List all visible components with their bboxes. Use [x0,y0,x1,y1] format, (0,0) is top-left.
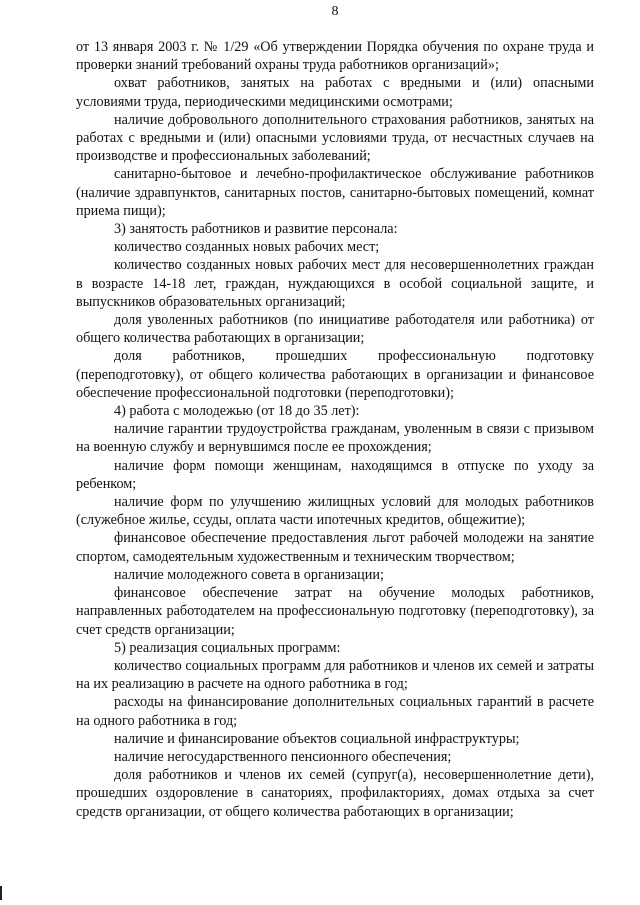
paragraph: от 13 января 2003 г. № 1/29 «Об утверждении Порядка обучения по охране труда и проверки знаний требований охраны труда работников организаций»; [76,39,594,74]
paragraph: наличие и финансирование объектов социальной инфраструктуры; [114,730,520,747]
paragraph: санитарно-бытовое и лечебно-профилактическое обслуживание работников (наличие здравпунктов, санитарных постов, санитарно-бытовых помещений, комнат приема пищи); [76,166,594,219]
page-number: 8 [331,4,339,19]
scan-edge-mark [0,886,2,900]
paragraph: наличие гарантии трудоустройства гражданам, уволенным в связи с призывом на военную службу и вернувшимся после ее прохождения; [76,421,594,456]
paragraph: наличие негосударственного пенсионного обеспечения; [114,748,452,765]
paragraph: доля работников, прошедших профессиональную подготовку (переподготовку), от общего количества работающих в организации и финансовое обеспечение профессиональной подготовки (переподготовки); [76,348,594,401]
section-heading: 4) работа с молодежью (от 18 до 35 лет): [114,403,360,420]
paragraph: наличие добровольного дополнительного страхования работников, занятых на работах с вредными и (или) опасными условиями труда, от несчастных случаев на производстве и профессиональных заболеваний; [76,111,594,165]
paragraph: финансовое обеспечение затрат на обучение молодых работников, направленных работодателем на профессиональную подготовку (переподготовку), за счет средств организации; [76,585,594,638]
paragraph: расходы на финансирование дополнительных социальных гарантий в расчете на одного работника в год; [76,694,594,729]
paragraph: охват работников, занятых на работах с вредными и (или) опасными условиями труда, периодическими медицинскими осмотрами; [76,75,594,110]
section-heading: 5) реализация социальных программ: [114,639,341,656]
paragraph: доля уволенных работников (по инициативе работодателя или работника) от общего количества работающих в организации; [76,312,594,347]
paragraph: количество созданных новых рабочих мест; [114,239,380,256]
paragraph: доля работников и членов их семей (супруг(а), несовершеннолетние дети), прошедших оздоровление в санаториях, профилакториях, домах отдыха за счет средств организации, от общего количества работающих в организации; [76,767,594,820]
paragraph: наличие молодежного совета в организации; [114,566,384,583]
paragraph: наличие форм помощи женщинам, находящимся в отпуске по уходу за ребенком; [76,457,594,492]
paragraph: количество созданных новых рабочих мест для несовершеннолетних граждан в возрасте 14-18 лет, граждан, нуждающихся в особой социальной защите, и выпускников образовательных организаций; [76,257,594,310]
paragraph: финансовое обеспечение предоставления льгот рабочей молодежи на занятие спортом, самодеятельным художественным и техническим творчеством; [76,530,594,565]
document-body [76,38,594,821]
paragraph: количество социальных программ для работников и членов их семей и затраты на их реализацию в расчете на одного работника в год; [76,657,594,693]
paragraph: наличие форм по улучшению жилищных условий для молодых работников (служебное жилье, ссуды, оплата части ипотечных кредитов, общежитие); [76,494,594,529]
section-heading: 3) занятость работников и развитие персонала: [114,221,398,238]
